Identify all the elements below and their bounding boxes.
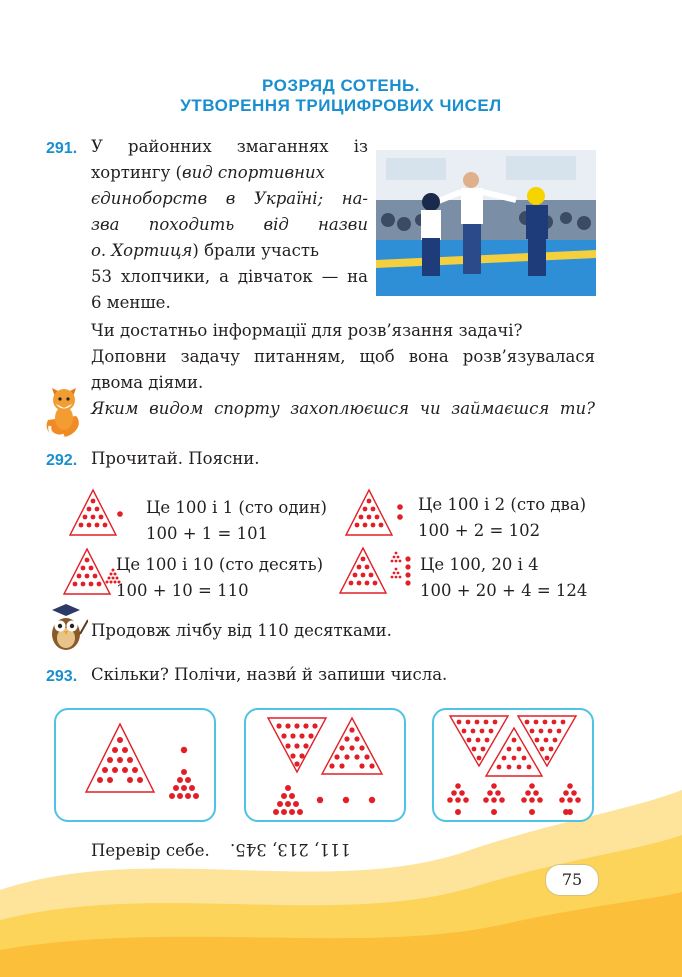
example-1-caption: Це 100 і 1 (сто один) xyxy=(146,498,327,517)
task-293-instruction: Скільки? Полічи, назви́ й запиши числа. xyxy=(91,665,448,684)
example-2-equation: 100 + 2 = 102 xyxy=(418,521,541,540)
check-label: Перевір себе. xyxy=(91,841,210,860)
task-291-number: 291. xyxy=(46,140,78,157)
task-292-number: 292. xyxy=(46,452,78,469)
unit-dot xyxy=(117,511,123,517)
task-291-question2b: двома діями. xyxy=(91,373,204,392)
page-title-line2: УТВОРЕННЯ ТРИЦИФРОВИХ ЧИСЕЛ xyxy=(180,96,502,115)
task-291-line7: 6 менше. xyxy=(91,293,171,312)
task-291-line6: 53 хлопчики, а дівчаток — на xyxy=(91,267,368,286)
task-291-line1: У районних змаганнях із xyxy=(91,137,368,156)
task-291-line2: хортингу (вид спортивних xyxy=(91,163,325,182)
check-answers-upside-down: 111, 213, 345. xyxy=(230,840,351,859)
owl-mascot-icon xyxy=(44,604,88,652)
task-291-line3: єдиноборств в Україні; на- xyxy=(91,189,368,208)
task-291-line5: о. Хортиця) брали участь xyxy=(91,241,319,260)
count-box-2 xyxy=(244,708,406,822)
task-291-question2a: Доповни задачу питанням, щоб вона розв’язувалася xyxy=(91,347,595,366)
example-4-caption: Це 100, 20 і 4 xyxy=(420,555,539,574)
example-3-equation: 100 + 10 = 110 xyxy=(116,581,249,600)
example-1-equation: 100 + 1 = 101 xyxy=(146,524,269,543)
hundred-triangle-4 xyxy=(338,545,418,601)
hundred-triangle-1 xyxy=(68,487,128,541)
task-293-number: 293. xyxy=(46,668,78,685)
task-291-line4: зва походить від назви xyxy=(91,215,368,234)
count-task: Продовж лічбу від 110 десятками. xyxy=(91,621,392,640)
fox-mascot-icon xyxy=(42,380,84,440)
hundred-triangle-3 xyxy=(62,546,122,600)
example-4-equation: 100 + 20 + 4 = 124 xyxy=(420,581,588,600)
example-2-caption: Це 100 і 2 (сто два) xyxy=(418,495,587,514)
hundred-triangle-2 xyxy=(344,487,408,541)
page-number: 75 xyxy=(545,864,599,896)
task-292-instruction: Прочитай. Поясни. xyxy=(91,449,260,468)
task-291-question3: Яким видом спорту захоплюєшся чи займаєшся ти? xyxy=(91,399,595,418)
page-title-line1: РОЗРЯД СОТЕНЬ. xyxy=(262,76,420,95)
task-291-question1: Чи достатньо інформації для розв’язання задачі? xyxy=(91,321,523,340)
count-box-3 xyxy=(432,708,594,822)
task-291-text xyxy=(91,134,368,316)
example-3-caption: Це 100 і 10 (сто десять) xyxy=(116,555,324,574)
horting-photo xyxy=(376,150,596,296)
count-box-1 xyxy=(54,708,216,822)
